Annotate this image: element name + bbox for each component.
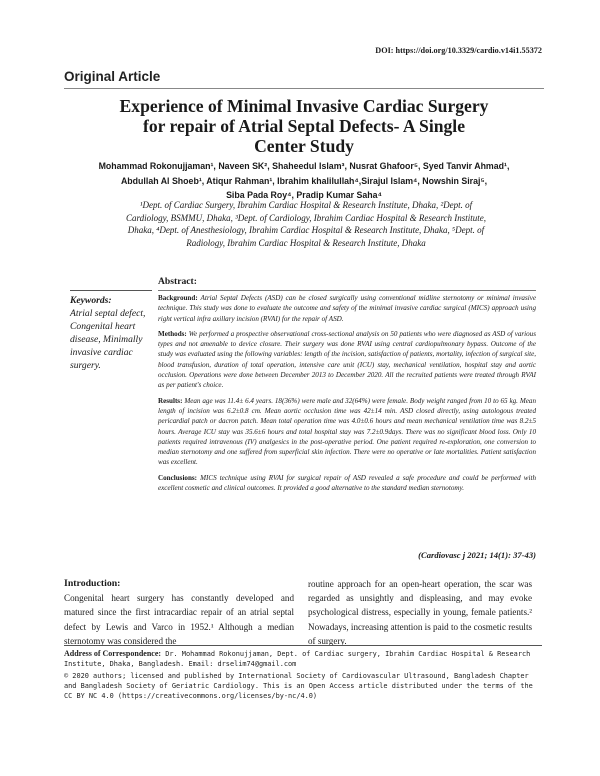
affiliation-line: Cardiology, BSMMU, Dhaka, ³Dept. of Cardiology, Ibrahim Cardiac Hospital & Research Institute,	[125, 212, 487, 223]
title-line: Center Study	[254, 136, 354, 156]
abstract-background	[158, 293, 536, 324]
affiliations	[80, 199, 532, 249]
abstract-methods	[158, 329, 536, 391]
conclusions-text: MICS technique using RVAI for surgical repair of ASD revealed a safe procedure and could be performed with excellent cosmetic and clinical outcomes. It provided a good alternative to the standard median sternotomy.	[158, 473, 536, 493]
abstract-results	[158, 396, 536, 468]
correspondence-note	[64, 649, 538, 669]
author-line: Abdullah Al Shoeb¹, Atiqur Rahman¹, Ibrahim khalilullah⁴,Sirajul Islam⁴, Nowshin Siraj⁵,	[120, 175, 488, 186]
methods-text: We performed a prospective observational cross-sectional analysis on 50 patients who were diagnosed as ASD of various types and not amenable to device closure. Their surgery was done RVAI using central cardiopulmonary bypass. Outcome of the study was evaluated using the following variables: length of the incision, satisfaction of patients, mortality, infection of surgical site, blood transfusion, duration of total operation, intensive care unit (ICU) stay, mechanical ventilation, hospital stay and aortic occlusion. Operations were done between December 2013 to December 2020. All the recruited patients were treated through RVAI as per patient's choice.	[158, 329, 536, 390]
introduction-text-left: Congenital heart surgery has constantly developed and matured since the first intracardiac repair of an atrial septal defect by Lewis and Varco in 1952.¹ Although a median sternotomy was considered the	[64, 593, 294, 646]
section-label: Original Article	[64, 69, 161, 84]
intro-column-right	[308, 577, 532, 648]
journal-citation: (Cardiovasc j 2021; 14(1): 37-43)	[418, 550, 536, 560]
correspondence-text: Dr. Mohammad Rokonujjaman, Dept. of Cardiac surgery, Ibrahim Cardiac Hospital & Research Institute, Dhaka, Bangladesh. Email: drselim74@gmail.com	[64, 650, 531, 668]
conclusions-label: Conclusions:	[158, 473, 198, 482]
affiliation-line: Radiology, Ibrahim Cardiac Hospital & Research Institute, Dhaka	[186, 237, 426, 248]
footer-divider	[64, 645, 542, 646]
header-divider	[64, 88, 544, 89]
copyright-note: © 2020 authors; licensed and published by International Society of Cardiovascular Ultrasound, Bangladesh Chapter and Bangladesh Society of Geriatric Cardiology. This is an Open Access article distributed under the terms of the CC BY NC 4.0 (https://creativecommons.org/licenses/by-nc/4.0)	[64, 672, 533, 700]
title-line: for repair of Atrial Septal Defects- A Single	[142, 116, 466, 136]
results-text: Mean age was 11.4± 6.4 years. 18(36%) were male and 32(64%) were female. Body weight ranged from 10 to 65 kg. Mean length of incision was 6.2±0.8 cm. Mean aortic occlusion time was 42±14 min. ASD closed directly, using autologous treated pericardial patch or dacron patch. Mean total operation time was 4.0±0.6 hours and mean mechanical ventilation time was 8.2±5 hours. Average ICU stay was 35.6±6 hours and total hospital stay was 7.2±0.9days. There was no significant blood loss. Only 10 patients required intravenous (IV) analgesics in the post-operative period. One patient required re-exploration, one conversion to median sternotomy and one suffered from superficial skin infection. There were no operative or late mortalities. Patient satisfaction was excellent.	[158, 396, 536, 467]
title-line: Experience of Minimal Invasive Cardiac Surgery	[119, 96, 489, 116]
intro-column-left	[64, 577, 294, 648]
author-list	[58, 159, 550, 203]
keywords-heading: Keywords:	[70, 295, 112, 306]
footer-notes	[64, 649, 538, 703]
background-text: Atrial Septal Defects (ASD) can be closed surgically using conventional midline sternotomy or minimal invasive technique. This study was done to evaluate the outcome and safety of the minimal invasive cardiac surgical (MICS) approach using right vertical infra axillary incision (RVAI) for the repair of ASD.	[158, 294, 536, 323]
abstract-heading: Abstract:	[158, 276, 197, 287]
author-line: Siba Pada Roy⁴, Pradip Kumar Saha⁴	[226, 190, 382, 200]
introduction-text-right: routine approach for an open-heart operation, the scar was regarded as unsightly and displeasing, and may evoke psychological distress, especially in young, female patients.² Nowadays, increasing attention is paid to the cosmetic results of surgery.	[308, 579, 533, 646]
background-label: Background:	[158, 294, 198, 302]
abstract-body	[158, 290, 536, 498]
doi-link[interactable]: DOI: https://doi.org/10.3329/cardio.v14i1.55372	[375, 46, 542, 55]
article-title	[64, 96, 544, 156]
author-line: Mohammad Rokonujjaman¹, Naveen SK², Shaheedul Islam³, Nusrat Ghafoor⁵, Syed Tanvir Ahmad¹,	[98, 161, 510, 171]
methods-label: Methods:	[158, 329, 187, 338]
introduction-heading: Introduction:	[64, 578, 121, 589]
results-label: Results:	[158, 396, 183, 405]
keywords-box	[70, 290, 152, 372]
correspondence-label: Address of Correspondence:	[64, 649, 162, 658]
affiliation-line: ¹Dept. of Cardiac Surgery, Ibrahim Cardiac Hospital & Research Institute, Dhaka, ²Dept. of	[139, 200, 473, 210]
abstract-conclusions	[158, 473, 536, 494]
keywords-text: Atrial septal defect, Congenital heart disease, Minimally invasive cardiac surgery.	[70, 308, 146, 371]
affiliation-line: Dhaka, ⁴Dept. of Anesthesiology, Ibrahim Cardiac Hospital & Research Institute, Dhaka, ⁵Dept. of	[127, 225, 485, 236]
